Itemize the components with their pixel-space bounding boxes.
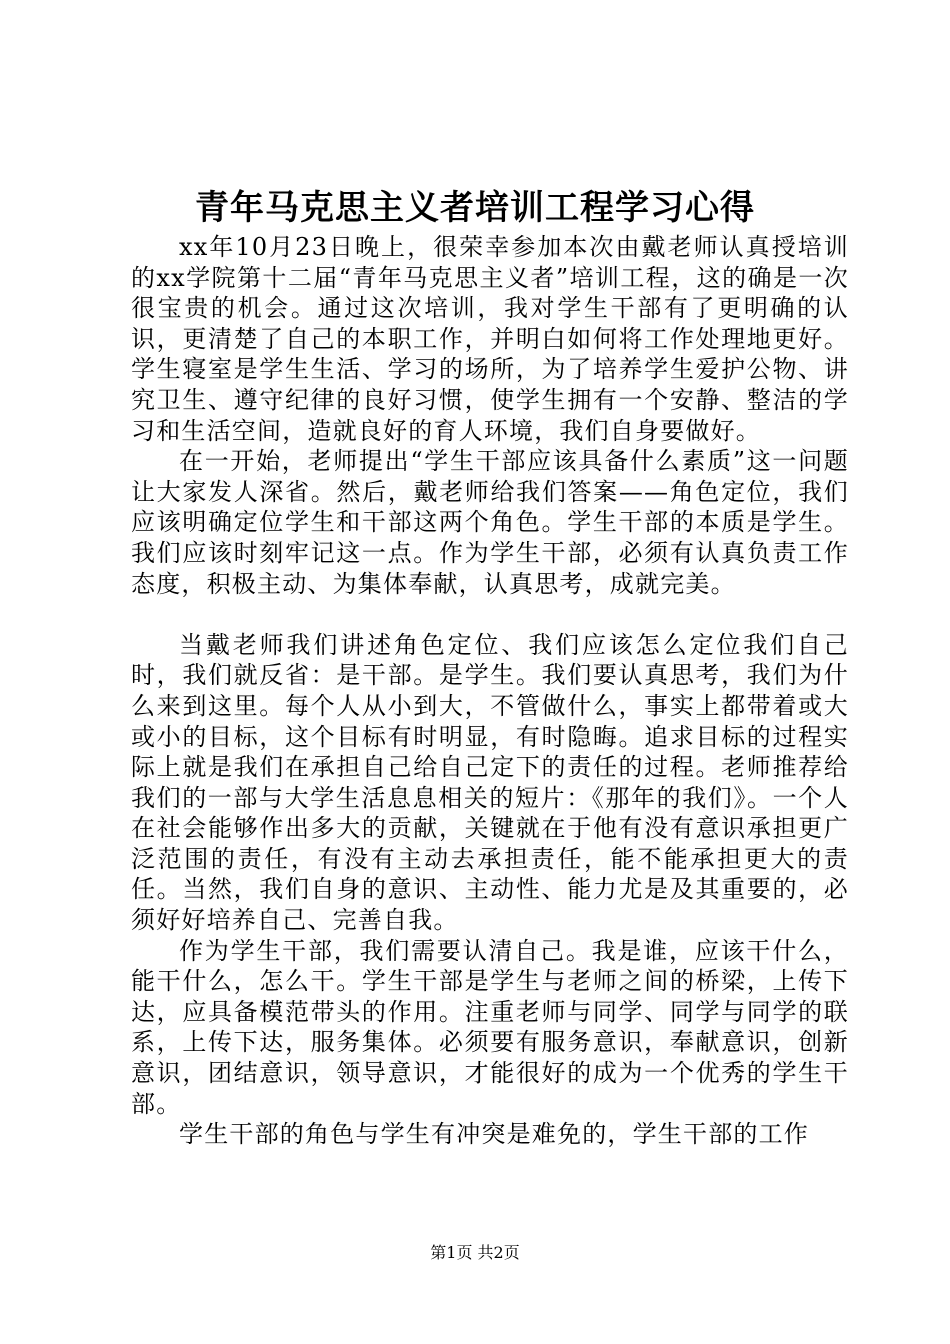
paragraph-4: 作为学生干部，我们需要认清自己。我是谁，应该干什么，能干什么，怎么干。学生干部是学生与老师之间的桥梁，上传下达，应具备模范带头的作用。注重老师与同学、同学与同学的联系，上传下达，服务集体。必须要有服务意识，奉献意识，创新意识，团结意识，领导意识，才能很好的成为一个优秀的学生干部。 [131, 936, 849, 1118]
document-body [131, 232, 849, 1150]
paragraph-2: 在一开始，老师提出“学生干部应该具备什么素质”这一问题让大家发人深省。然后，戴老师给我们答案——角色定位，我们应该明确定位学生和干部这两个角色。学生干部的本质是学生。我们应该时刻牢记这一点。作为学生干部，必须有认真负责工作态度，积极主动、为集体奉献，认真思考，成就完美。 [131, 447, 849, 598]
paragraph-1: xx年10月23日晚上，很荣幸参加本次由戴老师认真授培训的xx学院第十二届“青年马克思主义者”培训工程，这的确是一次很宝贵的机会。通过这次培训，我对学生干部有了更明确的认识，更清楚了自己的本职工作，并明白如何将工作处理地更好。学生寝室是学生生活、学习的场所，为了培养学生爱护公物、讲究卫生、遵守纪律的良好习惯，使学生拥有一个安静、整洁的学习和生活空间，造就良好的育人环境，我们自身要做好。 [131, 233, 849, 445]
page-footer: 第1页 共2页 [430, 1243, 520, 1262]
document-title: 青年马克思主义者培训工程学习心得 [195, 188, 755, 228]
paragraph-spacer [131, 599, 849, 630]
paragraph-3: 当戴老师我们讲述角色定位、我们应该怎么定位我们自己时，我们就反省：是干部。是学生。我们要认真思考，我们为什么来到这里。每个人从小到大，不管做什么，事实上都带着或大或小的目标，这个目标有时明显，有时隐晦。追求目标的过程实际上就是我们在承担自己给自己定下的责任的过程。老师推荐给我们的一部与大学生活息息相关的短片：《那年的我们》。一个人在社会能够作出多大的贡献，关键就在于他有没有意识承担更广泛范围的责任，有没有主动去承担责任，能不能承担更大的责任。当然，我们自身的意识、主动性、能力尤是及其重要的，必须好好培养自己、完善自我。 [131, 630, 849, 935]
paragraph-5: 学生干部的角色与学生有冲突是难免的，学生干部的工作 [179, 1120, 809, 1149]
